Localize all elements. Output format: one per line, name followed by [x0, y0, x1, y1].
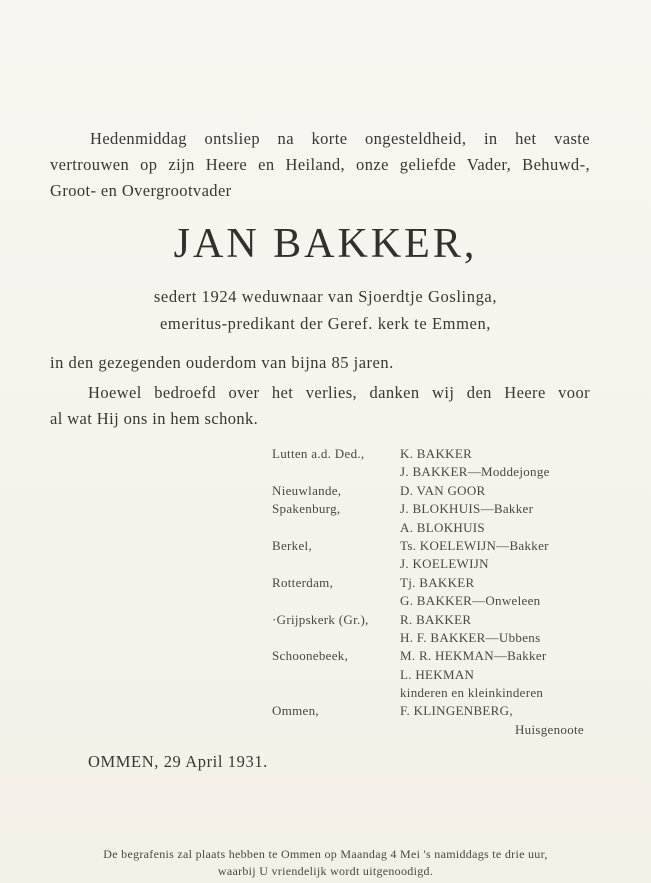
thanks-line-2: al wat Hij ons in hem schonk.	[50, 409, 259, 428]
family-name: Ts. KOELEWIJN—Bakker	[400, 537, 549, 553]
funeral-notice-line-2: waarbij U vriendelijk wordt uitgenoodigd.	[217, 864, 434, 878]
family-name: J. BAKKER—Moddejonge	[400, 464, 550, 480]
family-name: Tj. BAKKER	[400, 574, 475, 590]
family-place: Rotterdam,	[272, 574, 334, 590]
family-name: R. BAKKER	[400, 611, 472, 627]
funeral-notice-line-1: De begrafenis zal plaats hebben te Ommen op Maandag 4 Mei 's namiddags te drie uur,	[103, 847, 548, 861]
family-name: J. KOELEWIJN	[400, 556, 489, 572]
family-place: ·Grijpskerk (Gr.),	[272, 611, 369, 627]
family-name: J. BLOKHUIS—Bakker	[400, 501, 534, 517]
funeral-notice	[0, 846, 651, 880]
family-name: F. KLINGENBERG,	[400, 703, 513, 719]
thanks-paragraph	[50, 380, 590, 432]
family-name: K. BAKKER	[400, 446, 473, 461]
family-name: G. BAKKER—Onweleen	[400, 593, 541, 609]
family-place: Berkel,	[272, 537, 313, 553]
intro-paragraph	[50, 126, 590, 204]
thanks-line-1: Hoewel bedroefd over het verlies, danken wij den Heere voor	[88, 383, 590, 402]
place-date: OMMEN, 29 April 1931.	[88, 752, 268, 771]
family-name: D. VAN GOOR	[400, 482, 486, 498]
family-name: H. F. BAKKER—Ubbens	[400, 629, 541, 645]
deceased-name: JAN BAKKER,	[173, 221, 478, 267]
family-place: Nieuwlande,	[272, 482, 342, 498]
family-place: Schoonebeek,	[272, 648, 349, 664]
family-name: M. R. HEKMAN—Bakker	[400, 648, 547, 664]
family-name: Huisgenoote	[514, 721, 584, 737]
intro-line-1: Hedenmiddag ontsliep na korte ongesteldheid, in het vaste	[90, 129, 590, 148]
details-line-2: emeritus-predikant der Geref. kerk te Emmen,	[159, 314, 492, 333]
details-line-3: in den gezegenden ouderdom van bijna 85 jaren.	[50, 353, 394, 372]
family-place: Spakenburg,	[272, 501, 341, 517]
family-name: kinderen en kleinkinderen	[400, 685, 544, 701]
details-line-1: sedert 1924 weduwnaar van Sjoerdtje Goslinga,	[153, 287, 498, 306]
family-place: Lutten a.d. Ded.,	[272, 446, 365, 461]
intro-line-2: vertrouwen op zijn Heere en Heiland, onze geliefde Vader, Behuwd-,	[50, 155, 590, 174]
family-name: A. BLOKHUIS	[400, 519, 485, 535]
family-name: L. HEKMAN	[400, 666, 475, 682]
intro-line-3: Groot- en Overgrootvader	[50, 181, 232, 200]
family-place: Ommen,	[272, 703, 319, 719]
